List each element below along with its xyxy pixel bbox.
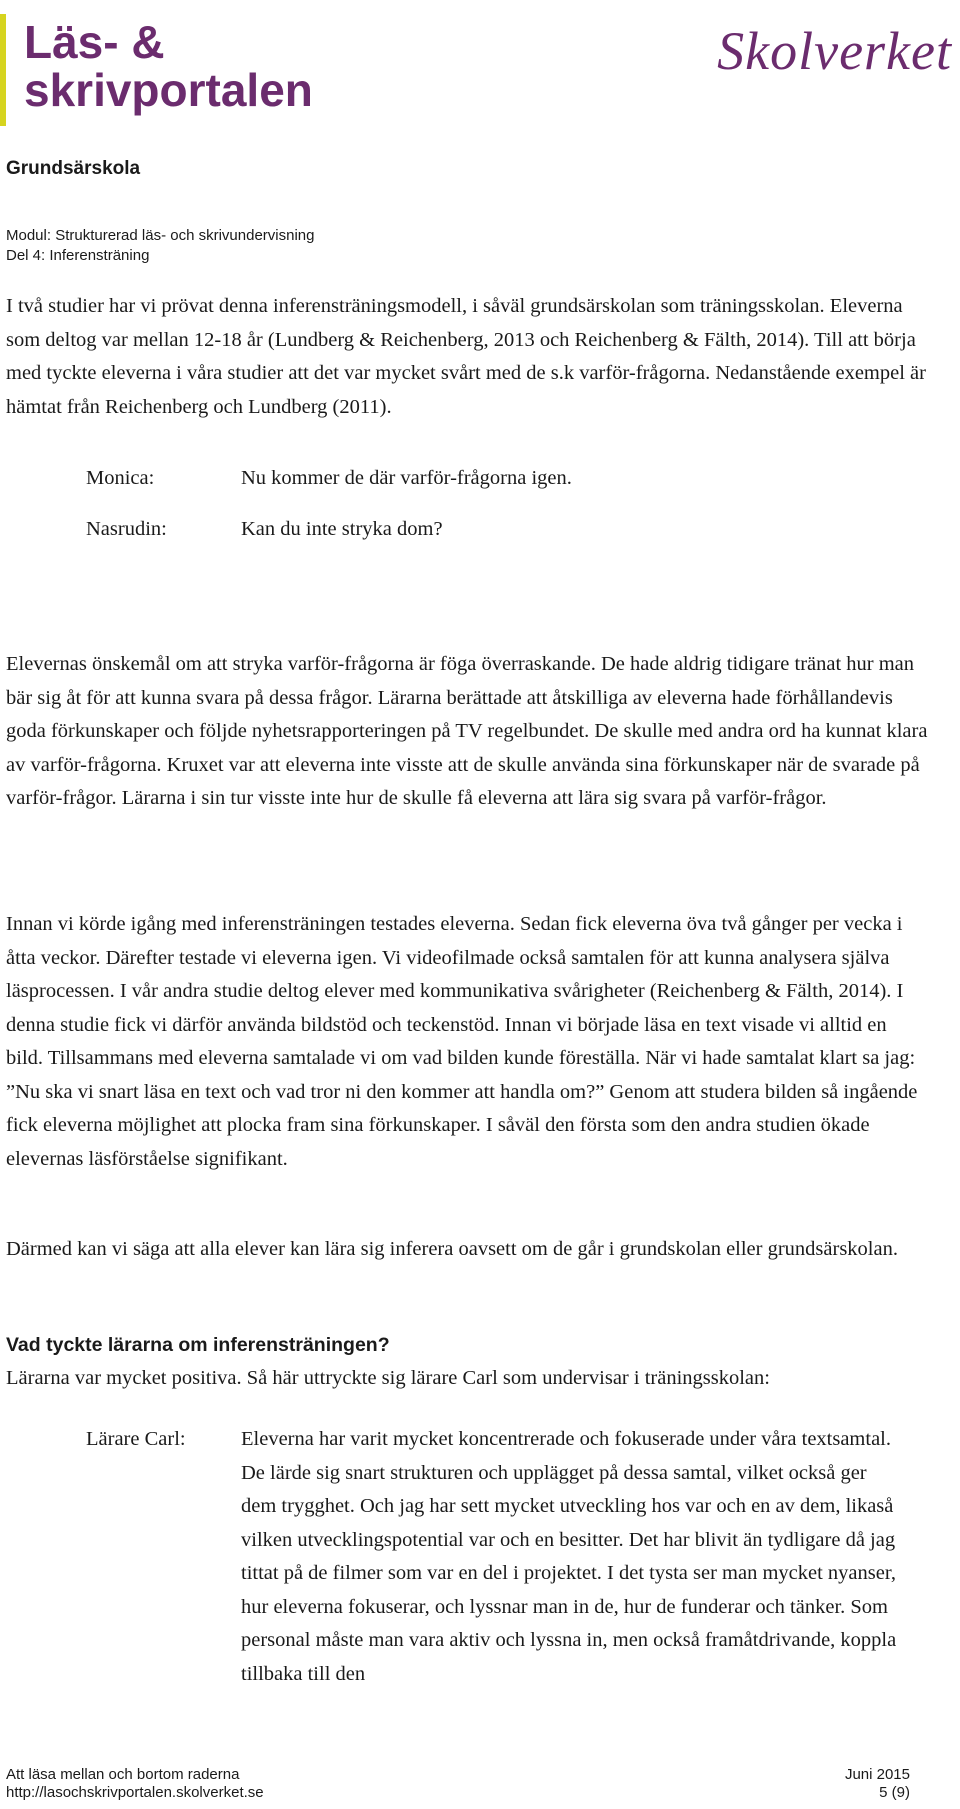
module-part: Del 4: Inferensträning — [6, 247, 150, 264]
paragraph-4: Därmed kan vi säga att alla elever kan lära sig inferera oavsett om de går i grundskolan eller grundsärskolan. — [6, 1238, 898, 1260]
footer-date: Juni 2015 — [844, 1766, 910, 1783]
school-type-label: Grundsärskola — [6, 158, 141, 179]
paragraph-5: Lärarna var mycket positiva. Så här uttryckte sig lärare Carl som undervisar i träningsskolan: — [6, 1367, 770, 1389]
module-title: Modul: Strukturerad läs- och skrivundervisning — [6, 227, 315, 244]
footer-page-number: 5 (9) — [879, 1784, 910, 1801]
dialogue-line: Kan du inte stryka dom? — [241, 518, 443, 540]
dialogue-line: Nu kommer de där varför-frågorna igen. — [241, 467, 572, 489]
portal-logo — [24, 18, 313, 114]
dialogue-speaker: Nasrudin: — [86, 518, 167, 540]
quote-text: Eleverna har varit mycket koncentrerade och fokuserade under våra textsamtal. De lärde sig snart strukturen och upplägget på dessa samtal, vilket också ger dem trygghet. Och jag har sett mycket utveckling hos var och en av dem, likaså vilken utvecklingspotential var och en besitter. Det har blivit än tydligare då jag tittat på de filmer som var en del i projektet. I det tysta ser man mycket nyanser, hur eleverna fokuserar, och lyssnar man in de, hur de funderar och tänker. Som personal måste man vara aktiv och lyssna in, men också framåtdrivande, koppla tillbaka till den — [241, 1428, 897, 1685]
dialogue-example — [86, 462, 572, 564]
footer-title: Att läsa mellan och bortom raderna — [6, 1766, 240, 1783]
section-heading: Vad tyckte lärarna om inferensträningen? — [6, 1334, 390, 1356]
footer-url: http://lasochskrivportalen.skolverket.se — [6, 1784, 264, 1801]
teacher-quote — [86, 1423, 901, 1691]
logo-accent-bar — [0, 14, 6, 126]
dialogue-row — [86, 462, 572, 495]
dialogue-speaker: Monica: — [86, 467, 155, 489]
paragraph-2: Elevernas önskemål om att stryka varför-frågorna är föga överraskande. De hade aldrig tidigare tränat hur man bär sig åt för att kunna svara på dessa frågor. Lärarna berättade att åtskilliga av eleverna hade förhållandevis goda förkunskaper och följde nyhetsrapporteringen på TV regelbundet. De skulle med andra ord ha kunnat klara av varför-frågorna. Kruxet var att eleverna inte visste att de skulle använda sina förkunskaper när de svarade på varför-frågor. Lärarna i sin tur visste inte hur de skulle få eleverna att lära sig svara på varför-frågor. — [6, 653, 928, 809]
logo-line-1: Läs- & — [24, 16, 165, 68]
quote-speaker: Lärare Carl: — [86, 1428, 186, 1450]
skolverket-logo: Skolverket — [717, 21, 952, 81]
paragraph-3: Innan vi körde igång med inferensträningen testades eleverna. Sedan fick eleverna öva två gånger per vecka i åtta veckor. Därefter testade vi eleverna igen. Vi videofilmade också samtalen för att kunna analysera själva läsprocessen. I vår andra studie deltog elever med kommunikativa svårigheter (Reichenberg & Fälth, 2014). I denna studie fick vi därför använda bildstöd och teckenstöd. Innan vi började läsa en text visade vi alltid en bild. Tillsammans med eleverna samtalade vi om vad bilden kunde föreställa. När vi hade samtalat klart sa jag: ”Nu ska vi snart läsa en text och vad tror ni den kommer att handla om?” Genom att studera bilden så ingående fick eleverna möjlighet att plocka fram sina förkunskaper. I såväl den första som den andra studien ökade elevernas läsförståelse signifikant. — [6, 913, 918, 1170]
dialogue-row — [86, 513, 572, 546]
module-info — [6, 226, 314, 266]
page-footer — [6, 1766, 910, 1802]
paragraph-1: I två studier har vi prövat denna inferensträningsmodell, i såväl grundsärskolan som träningsskolan. Eleverna som deltog var mellan 12-18 år (Lundberg & Reichenberg, 2013 och Reichenberg & Fälth, 2014). Till att börja med tyckte eleverna i våra studier att det var mycket svårt med de s.k varför-frågorna. Nedanstående exempel är hämtat från Reichenberg och Lundberg (2011). — [6, 295, 926, 418]
logo-line-2: skrivportalen — [24, 64, 313, 116]
